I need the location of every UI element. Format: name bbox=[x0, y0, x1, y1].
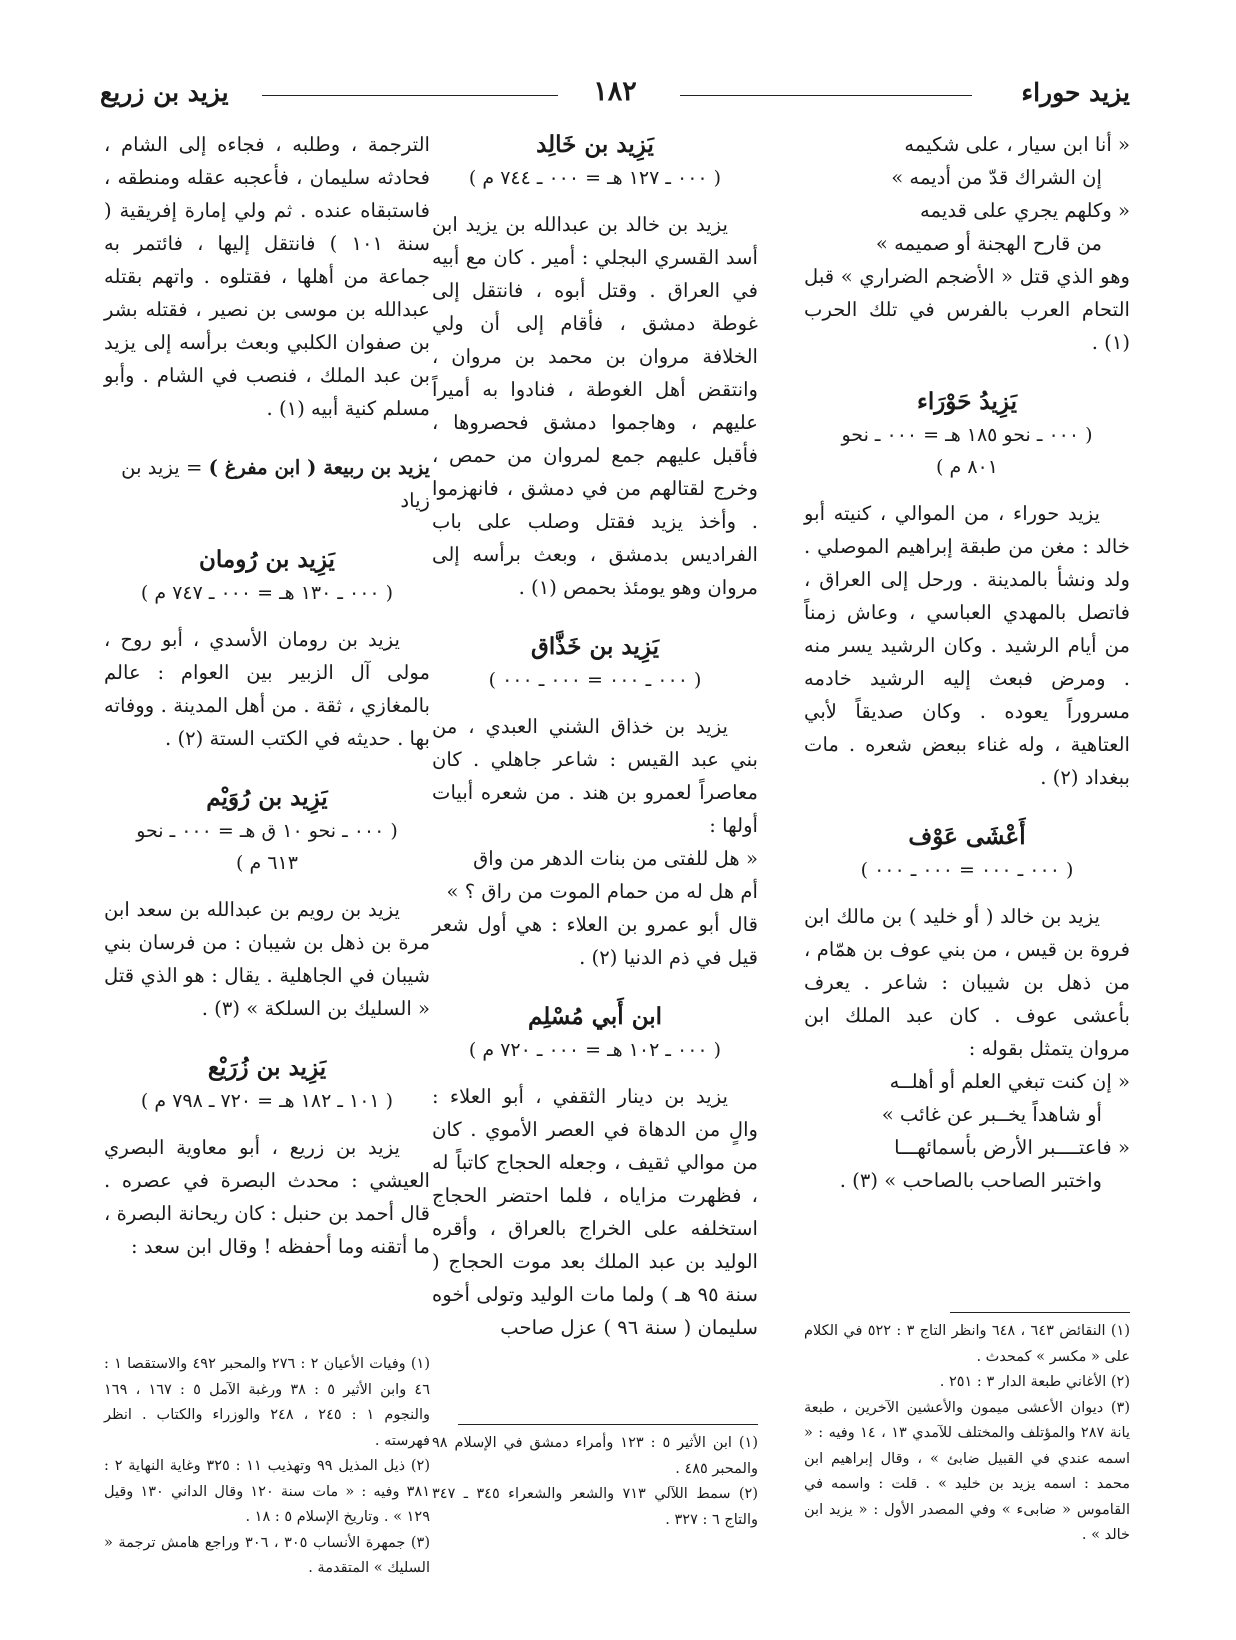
running-title-right: يزيد حوراء bbox=[1021, 78, 1130, 107]
footnote: (٣) جمهرة الأنساب ٣٠٥ ، ٣٠٦ وراجع هامش ترجمة « السليك » المتقدمة . bbox=[104, 1534, 431, 1576]
page-number: ١٨٢ bbox=[593, 76, 637, 107]
footnote: (١) وفيات الأعيان ٢ : ٢٧٦ والمحبر ٤٩٢ والاستقصا ١ : ٤٦ وابن الأثير ٥ : ٣٨ ورغبة الآمل ٥ : ١٦٧ ، ١٦٩ والنجوم ١ : ٢٤٥ ، ٢٤٨ والوزراء والكتاب . انظر فهرسته . bbox=[104, 1356, 430, 1449]
entry-title: يَزِيد بن خَالِد bbox=[536, 131, 654, 158]
footnote: (١) ابن الأثير ٥ : ١٢٣ وأمراء دمشق في الإسلام ٩٨ والمحبر ٤٨٥ . bbox=[432, 1435, 758, 1477]
verse-line: « إن كنت تبغي العلم أو أهلــه bbox=[889, 1070, 1130, 1093]
paragraph: وهو الذي قتل « الأضجم الضراري » قبل التحام العرب بالفرس في تلك الحرب (١) . bbox=[804, 265, 1130, 354]
entry-dates: ( ٠٠٠ ـ ٠٠٠ = ٠٠٠ ـ ٠٠٠ ) bbox=[860, 859, 1074, 881]
verse-line: من قارح الهجنة أو صميمه » bbox=[875, 232, 1102, 255]
column-middle bbox=[432, 128, 758, 1344]
footnote: (٢) ذيل المذيل ٩٩ وتهذيب ١١ : ٣٢٥ وغاية النهاية ٢ : ٣٨١ وفيه : « مات سنة ١٢٠ وقال الداني ١٣٠ وقيل ١٢٩ » . وتاريخ الإسلام ٥ : ١٨ . bbox=[104, 1458, 431, 1525]
entry-dates: ( ٠٠٠ ـ ١٣٠ هـ = ٠٠٠ ـ ٧٤٧ م ) bbox=[140, 582, 394, 604]
footnotes-left bbox=[104, 1352, 430, 1582]
entry-title: يَزِيد بن رُومان bbox=[199, 546, 335, 573]
footnote-rule bbox=[950, 1312, 1130, 1313]
entry-text: يزيد بن خالد بن عبدالله بن يزيد ابن أسد القسري البجلي : أمير . كان مع أبيه في العراق . وقتل أبوه ، فانتقل إلى غوطة دمشق ، فأقام إلى أن ولي الخلافة مروان بن محمد بن مروان ، وانتقض أهل الغوطة ، فنادوا به أميراً عليهم ، وهاجموا دمشق فحصروها ، فأقبل عليهم جمع لمروان من حمص ، وخرج لقتالهم من في دمشق ، فانهزموا . وأخذ يزيد فقتل وصلب على باب الفراديس بدمشق ، وبعث برأسه إلى مروان وهو يومئذ بحمص (١) . bbox=[432, 213, 758, 599]
entry-dates: ( ٠٠٠ ـ ٠٠٠ = ٠٠٠ ـ ٠٠٠ ) bbox=[488, 669, 702, 691]
verse-line: « وكلهم يجري على قديمه bbox=[920, 199, 1130, 222]
entry-title: يَزِيد بن رُوَيْم bbox=[206, 784, 328, 811]
footnote: (٢) الأغاني طبعة الدار ٣ : ٢٥١ . bbox=[939, 1374, 1130, 1390]
header-rule-left bbox=[262, 95, 558, 96]
footnote: (٢) سمط اللآلي ٧١٣ والشعر والشعراء ٣٤٥ ـ ٣٤٧ والتاج ٦ : ٣٢٧ . bbox=[432, 1486, 759, 1528]
verse-line: أو شاهداً يخــبر عن غائب » bbox=[881, 1103, 1102, 1126]
verse-line: أم هل له من حمام الموت من راق ؟ » bbox=[446, 880, 758, 903]
verse-line: « أنا ابن سيار ، على شكيمه bbox=[904, 133, 1130, 156]
xref-name: يزيد بن ربيعة ( ابن مفرغ ) bbox=[208, 456, 430, 479]
entry-text: يزيد بن رويم بن عبدالله بن سعد ابن مرة بن ذهل بن شيبان : من فرسان بني شيبان في الجاهلية . يقال : هو الذي قتل « السليك بن السلكة » (٣) . bbox=[104, 898, 430, 1020]
entry-title: أَعْشَى عَوْف bbox=[908, 823, 1026, 850]
entry-text: يزيد بن زريع ، أبو معاوية البصري العيشي : محدث البصرة في عصره . قال أحمد بن حنبل : كان ريحانة البصرة ، ما أتقنه وما أحفظه ! وقال ابن سعد : bbox=[104, 1136, 430, 1258]
entry-text: يزيد بن رومان الأسدي ، أبو روح ، مولى آل الزبير بين العوام : عالم بالمغازي ، ثقة . من أهل المدينة . ووفاته بها . حديثه في الكتب الستة (٢) . bbox=[104, 628, 430, 750]
entry-dates: ( ٠٠٠ ـ ١٠٢ هـ = ٠٠٠ ـ ٧٢٠ م ) bbox=[468, 1039, 722, 1061]
entry-dates: ( ٠٠٠ ـ ١٢٧ هـ = ٠٠٠ ـ ٧٤٤ م ) bbox=[468, 167, 722, 189]
entry-text: يزيد بن خذاق الشني العبدي ، من بني عبد القيس : شاعر جاهلي . كان معاصراً لعمرو بن هند . من شعره أبيات أولها : bbox=[432, 715, 758, 837]
verse-line: واختبر الصاحب بالصاحب » (٣) . bbox=[839, 1169, 1102, 1192]
page-header bbox=[100, 78, 1130, 124]
footnotes-right bbox=[804, 1312, 1130, 1549]
verse-line: « هل للفتى من بنات الدهر من واق bbox=[473, 847, 758, 870]
entry-text: يزيد بن دينار الثقفي ، أبو العلاء : والٍ من الدهاة في العصر الأموي . كان من موالي ثقيف ، وجعله الحجاج كاتباً له ، فظهرت مزاياه ، فلما احتضر الحجاج استخلفه على الخراج بالعراق ، وأقره الوليد بن عبد الملك بعد موت الحجاج ( سنة ٩٥ هـ ) ولما مات الوليد وتولى أخوه سليمان ( سنة ٩٦ ) عزل صاحب bbox=[432, 1085, 758, 1339]
entry-title: يَزِيدُ حَوْرَاء bbox=[917, 388, 1017, 415]
entry-dates: ( ١٠١ ـ ١٨٢ هـ = ٧٢٠ ـ ٧٩٨ م ) bbox=[140, 1090, 394, 1112]
xref-target: = يزيد بن زياد bbox=[121, 456, 430, 512]
column-left bbox=[104, 128, 430, 1263]
running-title-left: يزيد بن زريع bbox=[100, 78, 229, 107]
entry-text: يزيد حوراء ، من الموالي ، كنيته أبو خالد : مغن من طبقة إبراهيم الموصلي . ولد ونشأ بالمدينة . ورحل إلى العراق ، فاتصل بالمهدي العباسي ، وعاش زمناً من أيام الرشيد . وكان الرشيد يسر منه . ومرض فبعث إليه الرشيد خادمه مسروراً يعوده . وكان صديقاً لأبي العتاهية ، وله غناء ببعض شعره . مات ببغداد (٢) . bbox=[804, 502, 1130, 789]
entry-title: يَزِيد بن خَذَّاق bbox=[530, 633, 660, 660]
paragraph: الترجمة ، وطلبه ، فجاءه إلى الشام ، فحادثه سليمان ، فأعجبه عقله ومنطقه ، فاستبقاه عنده . ثم ولي إمارة إفريقية ( سنة ١٠١ ) فانتقل إليها ، فائتمر به جماعة من أهلها ، فقتلوه . واتهم بقتله عبدالله بن موسى بن نصير ، فقتله بشر بن صفوان الكلبي وبعث برأسه إلى يزيد بن عبد الملك ، فنصب في الشام . وأبو مسلم كنية أبيه (١) . bbox=[104, 133, 430, 420]
footnote: (١) النقائض ٦٤٣ ، ٦٤٨ وانظر التاج ٣ : ٥٢٢ في الكلام على « مكسر » كمحدث . bbox=[804, 1323, 1131, 1365]
entry-dates: ( ٠٠٠ ـ نحو ١٨٥ هـ = ٠٠٠ ـ نحو bbox=[841, 424, 1093, 446]
entry-dates: ٨٠١ م ) bbox=[936, 456, 998, 478]
entry-text: يزيد بن خالد ( أو خليد ) بن مالك ابن فروة بن قيس ، من بني عوف بن همّام ، من ذهل بن شيبان : شاعر . يعرف بأعشى عوف . كان عبد الملك ابن مروان يتمثل بقوله : bbox=[804, 905, 1130, 1060]
entry-dates: ( ٠٠٠ ـ نحو ١٠ ق هـ = ٠٠٠ ـ نحو bbox=[136, 820, 398, 842]
header-rule-right bbox=[680, 95, 972, 96]
verse-line: « فاعتــــبر الأرض بأسمائهـــا bbox=[894, 1136, 1130, 1159]
footnotes-middle bbox=[432, 1424, 758, 1533]
entry-text: قال أبو عمرو بن العلاء : هي أول شعر قيل في ذم الدنيا (٢) . bbox=[432, 913, 758, 969]
entry-title: يَزِيد بن زُرَيْع bbox=[207, 1054, 327, 1081]
footnote-rule bbox=[458, 1424, 758, 1425]
entry-dates: ٦١٣ م ) bbox=[236, 852, 298, 874]
footnote: (٣) ديوان الأعشى ميمون والأعشين الآخرين ، طبعة يانة ٢٨٧ والمؤتلف والمختلف للآمدي ١٣ ، ١٤ وفيه : « اسمه عندي في القبيل ضابئ » ، وقال إبراهيم ابن محمد : اسمه يزيد بن خليد » . قلت : واسمه في القاموس « ضابىء » وفي المصدر الأول : « يزيد ابن خالد » . bbox=[804, 1399, 1130, 1543]
cross-reference bbox=[104, 451, 430, 517]
verse-line: إن الشراك قدّ من أديمه » bbox=[891, 166, 1102, 189]
entry-title: ابن أَبي مُسْلِم bbox=[527, 1003, 663, 1030]
column-right bbox=[804, 128, 1130, 1197]
